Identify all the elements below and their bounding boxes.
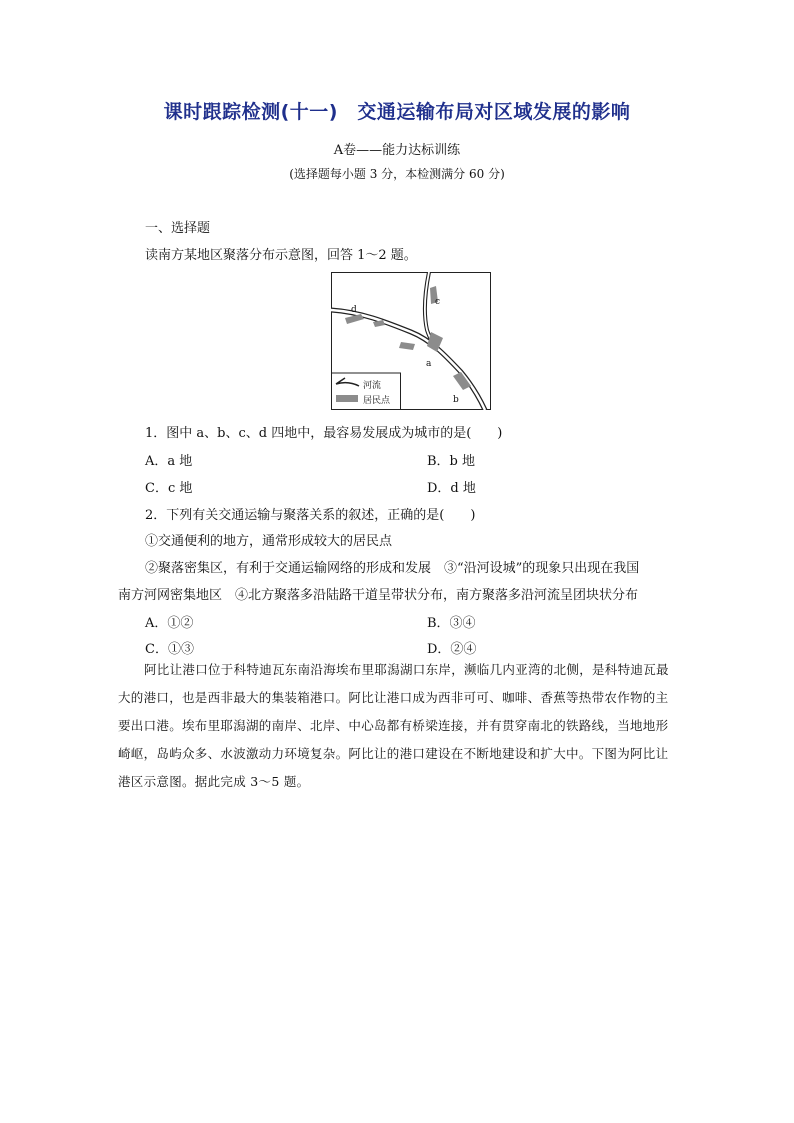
- reading-passage: 阿比让港口位于科特迪瓦东南沿海埃布里耶潟湖口东岸，濒临几内亚湾的北侧，是科特迪瓦最大的港口，也是西非最大的集装箱港口。阿比让港口成为西非可可、咖啡、香蕉等热带农作物的主要出口港。埃布里耶潟湖的南岸、北岸、中心岛都有桥梁连接，并有贯穿南北的铁路线，当地地形崎岖，岛屿众多、水波激动力环境复杂。阿比让的港口建设在不断地建设和扩大中。下图为阿比让港区示意图。据此完成 3～5 题。: [118, 662, 669, 789]
- legend-settlement-label: 居民点: [363, 396, 391, 406]
- q1-option-b: B．b 地: [427, 454, 476, 469]
- q1-option-d: D．d 地: [427, 481, 476, 496]
- map-label-d: d: [351, 305, 357, 315]
- q2-stem: 2．下列有关交通运输与聚落关系的叙述，正确的是( ): [145, 508, 476, 523]
- q2-option-b: B．③④: [427, 616, 476, 631]
- page-title: 课时跟踪检测(十一) 交通运输布局对区域发展的影响: [163, 101, 631, 123]
- page-subtitle: A卷——能力达标训练: [333, 143, 461, 158]
- legend-river-label: 河流: [363, 381, 382, 391]
- q2-option-d: D．②④: [427, 642, 477, 657]
- q2-statement-line3: 南方河网密集地区 ④北方聚落多沿陆路干道呈带状分布，南方聚落多沿河流呈团块状分布: [118, 588, 639, 603]
- question-intro: 读南方某地区聚落分布示意图，回答 1～2 题。: [145, 248, 417, 263]
- q2-option-a: A．①②: [145, 616, 194, 631]
- q1-option-c: C．c 地: [145, 481, 193, 496]
- legend-settlement-icon: [336, 395, 358, 402]
- q2-statement-line1: ①交通便利的地方，通常形成较大的居民点: [145, 534, 393, 549]
- map-label-c: c: [435, 297, 441, 307]
- settlement-map: [331, 272, 491, 410]
- score-note: (选择题每小题 3 分，本检测满分 60 分): [289, 167, 505, 181]
- q2-option-c: C．①③: [145, 642, 194, 657]
- q1-option-a: A．a 地: [145, 454, 193, 469]
- q2-statement-line2: ②聚落密集区，有利于交通运输网络的形成和发展 ③“沿河设城”的现象只出现在我国: [145, 561, 640, 576]
- q1-stem: 1．图中 a、b、c、d 四地中，最容易发展成为城市的是( ): [145, 426, 503, 441]
- map-label-b: b: [453, 395, 459, 405]
- section-heading: 一、选择题: [145, 221, 211, 236]
- map-label-a: a: [426, 359, 432, 369]
